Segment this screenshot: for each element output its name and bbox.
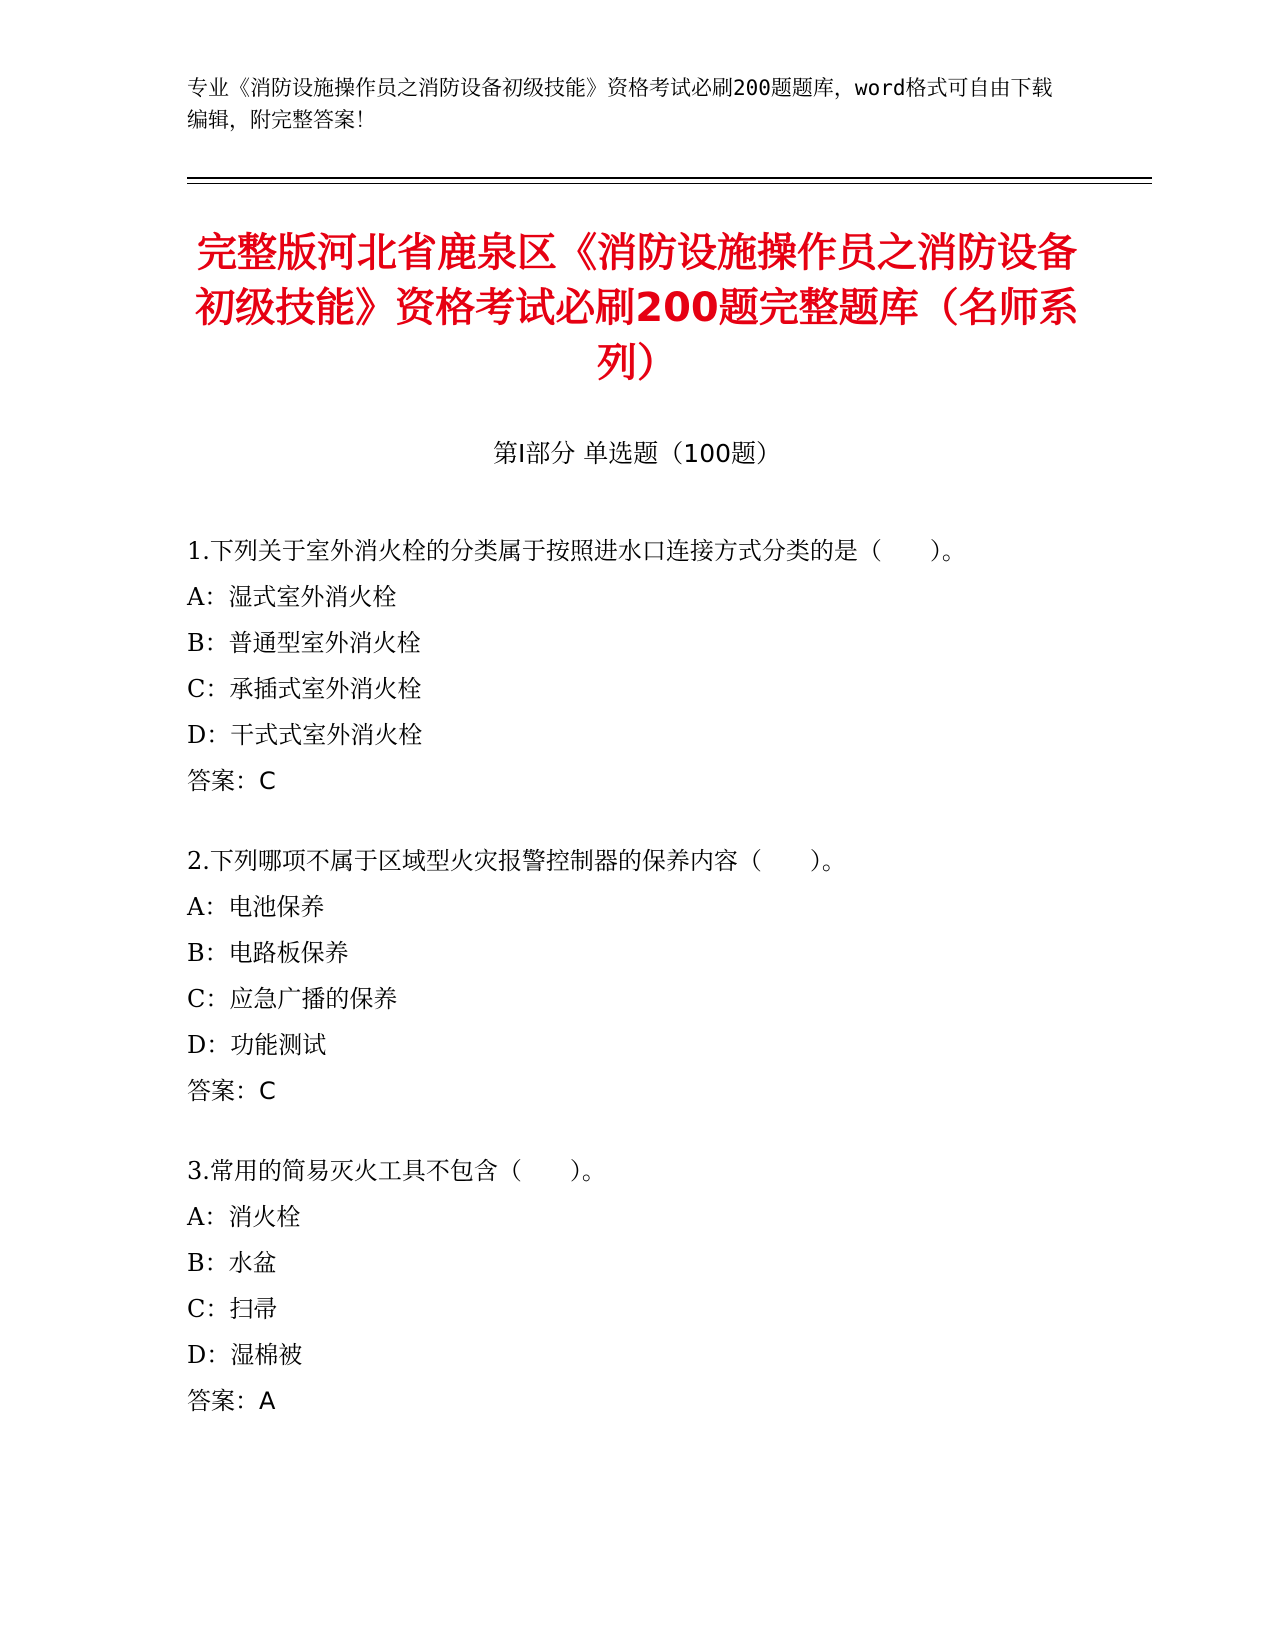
question-item [187,838,1057,1114]
option-b: B：水盆 [187,1249,277,1277]
question-item [187,528,1057,804]
option-d: D：功能测试 [187,1031,327,1059]
header-note: 专业《消防设施操作员之消防设备初级技能》资格考试必刷200题题库，word格式可自由下载编辑，附完整答案！ [187,76,1053,132]
header-divider-thick [187,177,1152,179]
question-list [187,528,1057,1458]
header-divider-thin [187,183,1152,184]
section-heading: 第I部分 单选题（100题） [492,439,782,468]
option-b: B：电路板保养 [187,939,349,967]
document-title: 完整版河北省鹿泉区《消防设施操作员之消防设备初级技能》资格考试必刷200题完整题库（名师系列） [195,230,1079,386]
answer: 答案：A [187,1387,276,1415]
option-a: A：消火栓 [187,1203,301,1231]
option-d: D：干式式室外消火栓 [187,721,423,749]
question-item [187,1148,1057,1424]
answer: 答案：C [187,1077,276,1105]
question-stem: 1.下列关于室外消火栓的分类属于按照进水口连接方式分类的是（ ）。 [187,537,966,565]
option-a: A：电池保养 [187,893,325,921]
option-c: C：承插式室外消火栓 [187,675,422,703]
question-stem: 3.常用的简易灭火工具不包含（ ）。 [187,1157,606,1185]
question-stem: 2.下列哪项不属于区域型火灾报警控制器的保养内容（ ）。 [187,847,846,875]
option-a: A：湿式室外消火栓 [187,583,397,611]
answer: 答案：C [187,767,276,795]
option-c: C：扫帚 [187,1295,278,1323]
option-c: C：应急广播的保养 [187,985,398,1013]
option-d: D：湿棉被 [187,1341,303,1369]
option-b: B：普通型室外消火栓 [187,629,421,657]
